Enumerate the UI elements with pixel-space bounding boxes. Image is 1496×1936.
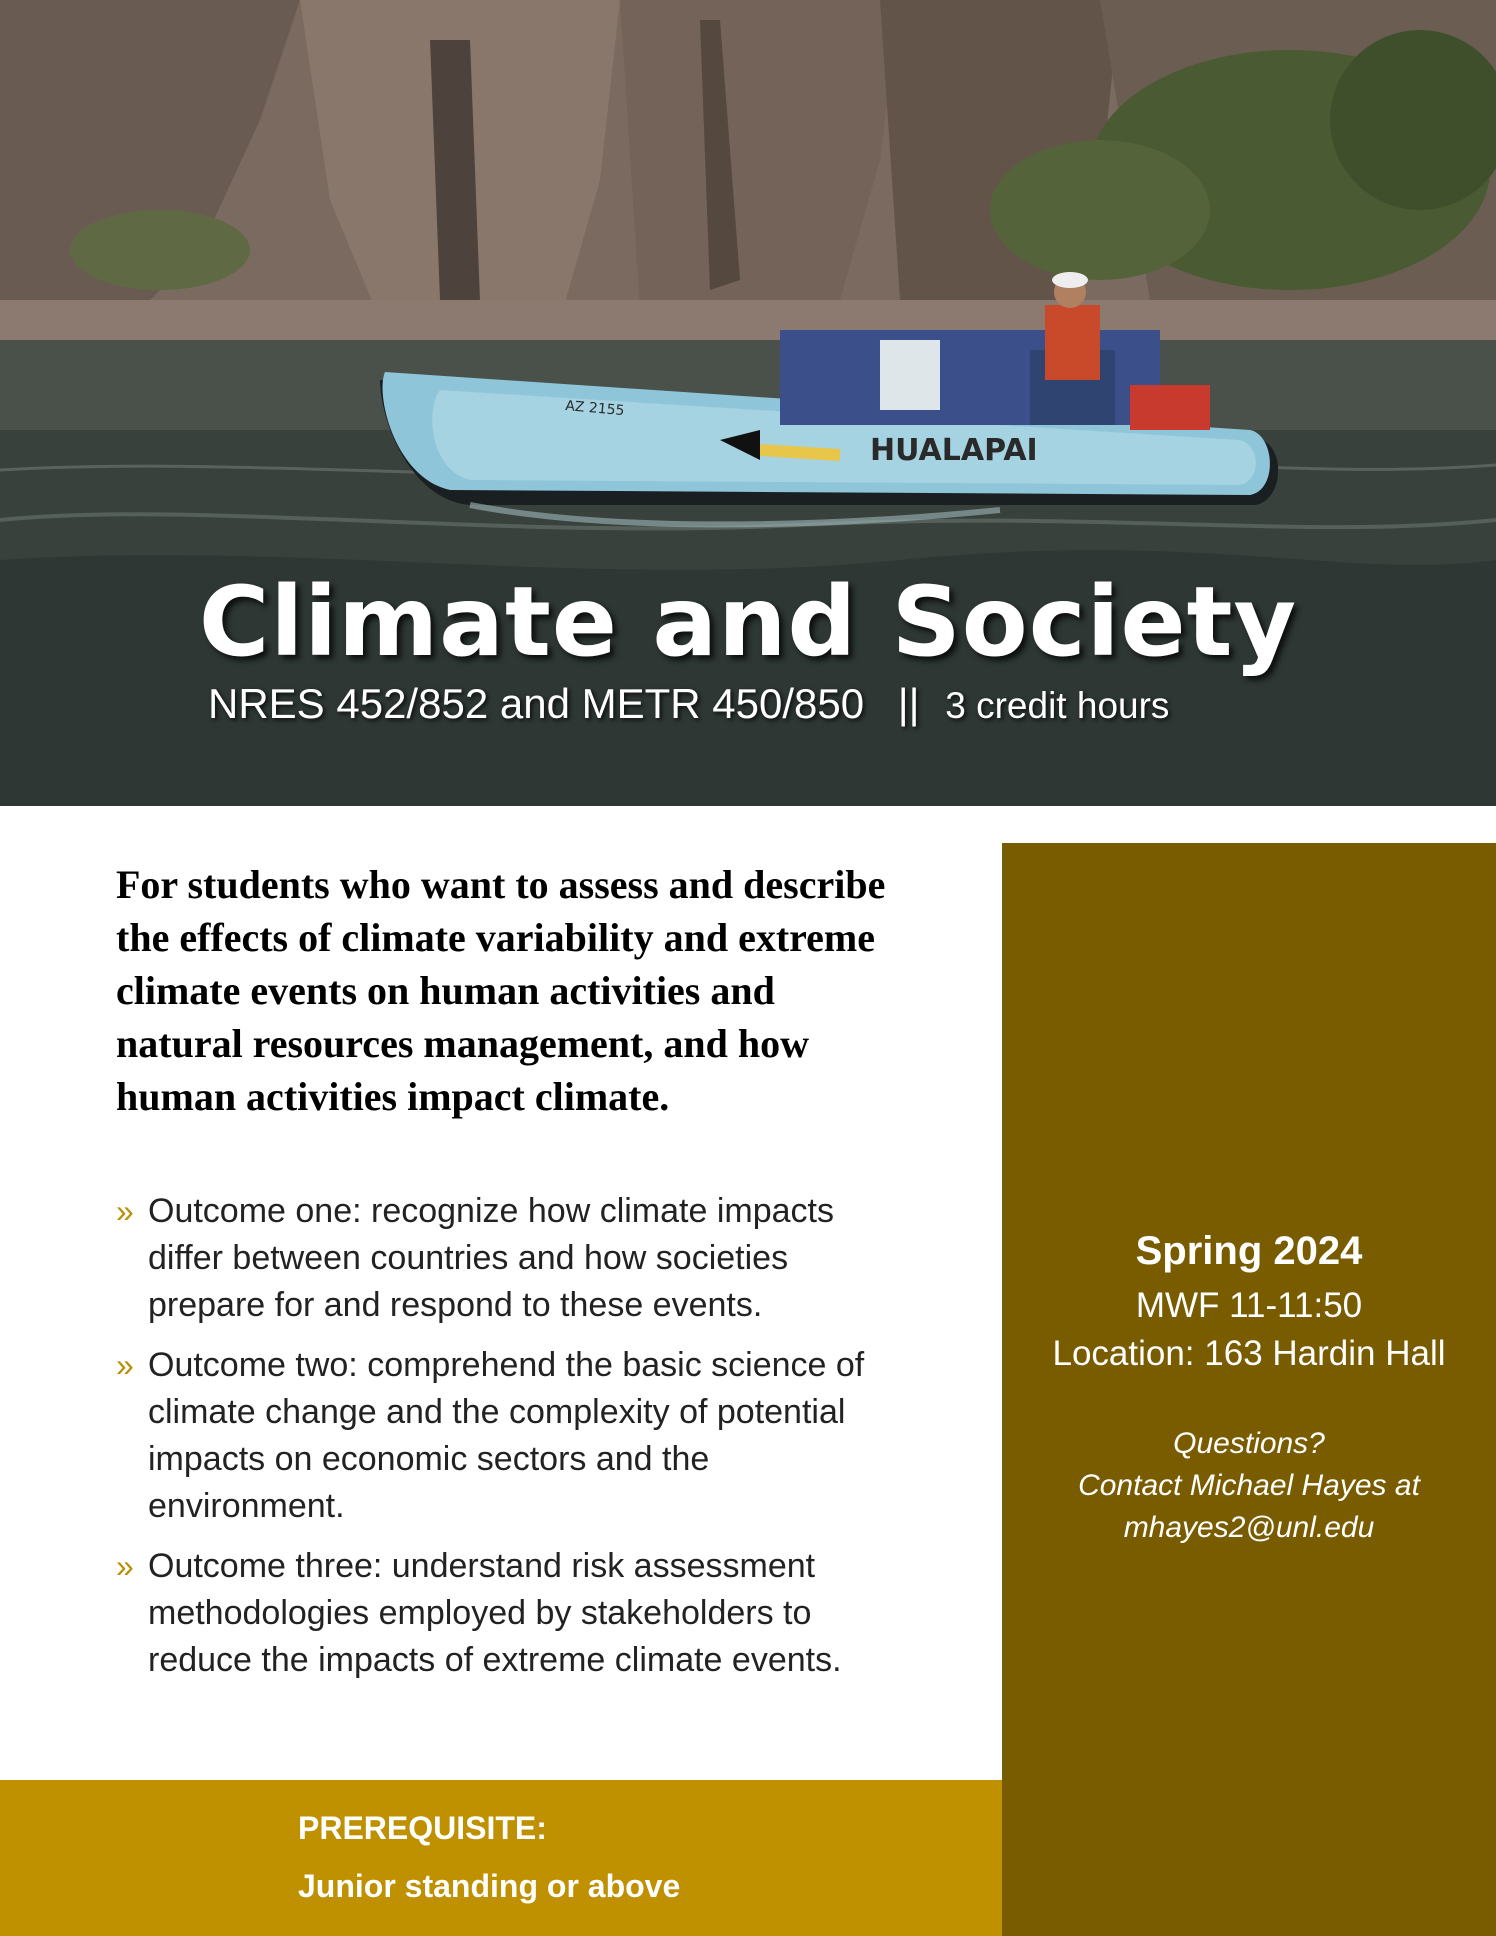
- prerequisite-value: Junior standing or above: [298, 1868, 681, 1904]
- prerequisite-label: PREREQUISITE:: [298, 1810, 547, 1846]
- hero-photo: [0, 0, 1496, 806]
- outcome-text: Outcome one: recognize how climate impacts differ between countries and how societies prepare for and respond to these events.: [148, 1192, 834, 1324]
- raft-label: HUALAPAI: [870, 433, 1038, 468]
- contact-question: Questions?: [1173, 1427, 1325, 1460]
- prerequisite-band: [0, 1780, 1002, 1936]
- contact-name: Contact Michael Hayes at: [1078, 1469, 1420, 1502]
- list-item: [116, 1543, 896, 1684]
- meeting-location: Location: 163 Hardin Hall: [1052, 1334, 1446, 1373]
- course-subtitle: [208, 680, 1169, 728]
- meeting-schedule: MWF 11-11:50: [1135, 1286, 1363, 1325]
- course-info-panel: [1002, 843, 1496, 1936]
- credit-hours: 3 credit hours: [945, 685, 1170, 726]
- course-codes: NRES 452/852 and METR 450/850: [208, 680, 865, 727]
- course-description: For students who want to assess and describe the effects of climate variability and extreme climate events on human activities and natural resources management, and how human activities impact climate.: [116, 862, 886, 1119]
- page-title: Climate and Society: [198, 566, 1298, 678]
- term-heading: Spring 2024: [1135, 1229, 1363, 1273]
- contact-info: [1002, 1423, 1496, 1549]
- outcome-text: Outcome two: comprehend the basic science of climate change and the complexity of potential impacts on economic sectors and the environment.: [148, 1346, 865, 1525]
- outcomes-list: [116, 1188, 896, 1697]
- list-item: [116, 1188, 896, 1329]
- subtitle-separator: ||: [897, 680, 920, 727]
- list-item: [116, 1342, 896, 1530]
- contact-email[interactable]: mhayes2@unl.edu: [1123, 1511, 1375, 1544]
- bullet-icon: »: [116, 1193, 134, 1229]
- outcome-text: Outcome three: understand risk assessment methodologies employed by stakeholders to reduce the impacts of extreme climate events.: [148, 1547, 842, 1679]
- bullet-icon: »: [116, 1548, 134, 1584]
- bullet-icon: »: [116, 1347, 134, 1383]
- raft-registration: AZ 2155: [564, 398, 626, 420]
